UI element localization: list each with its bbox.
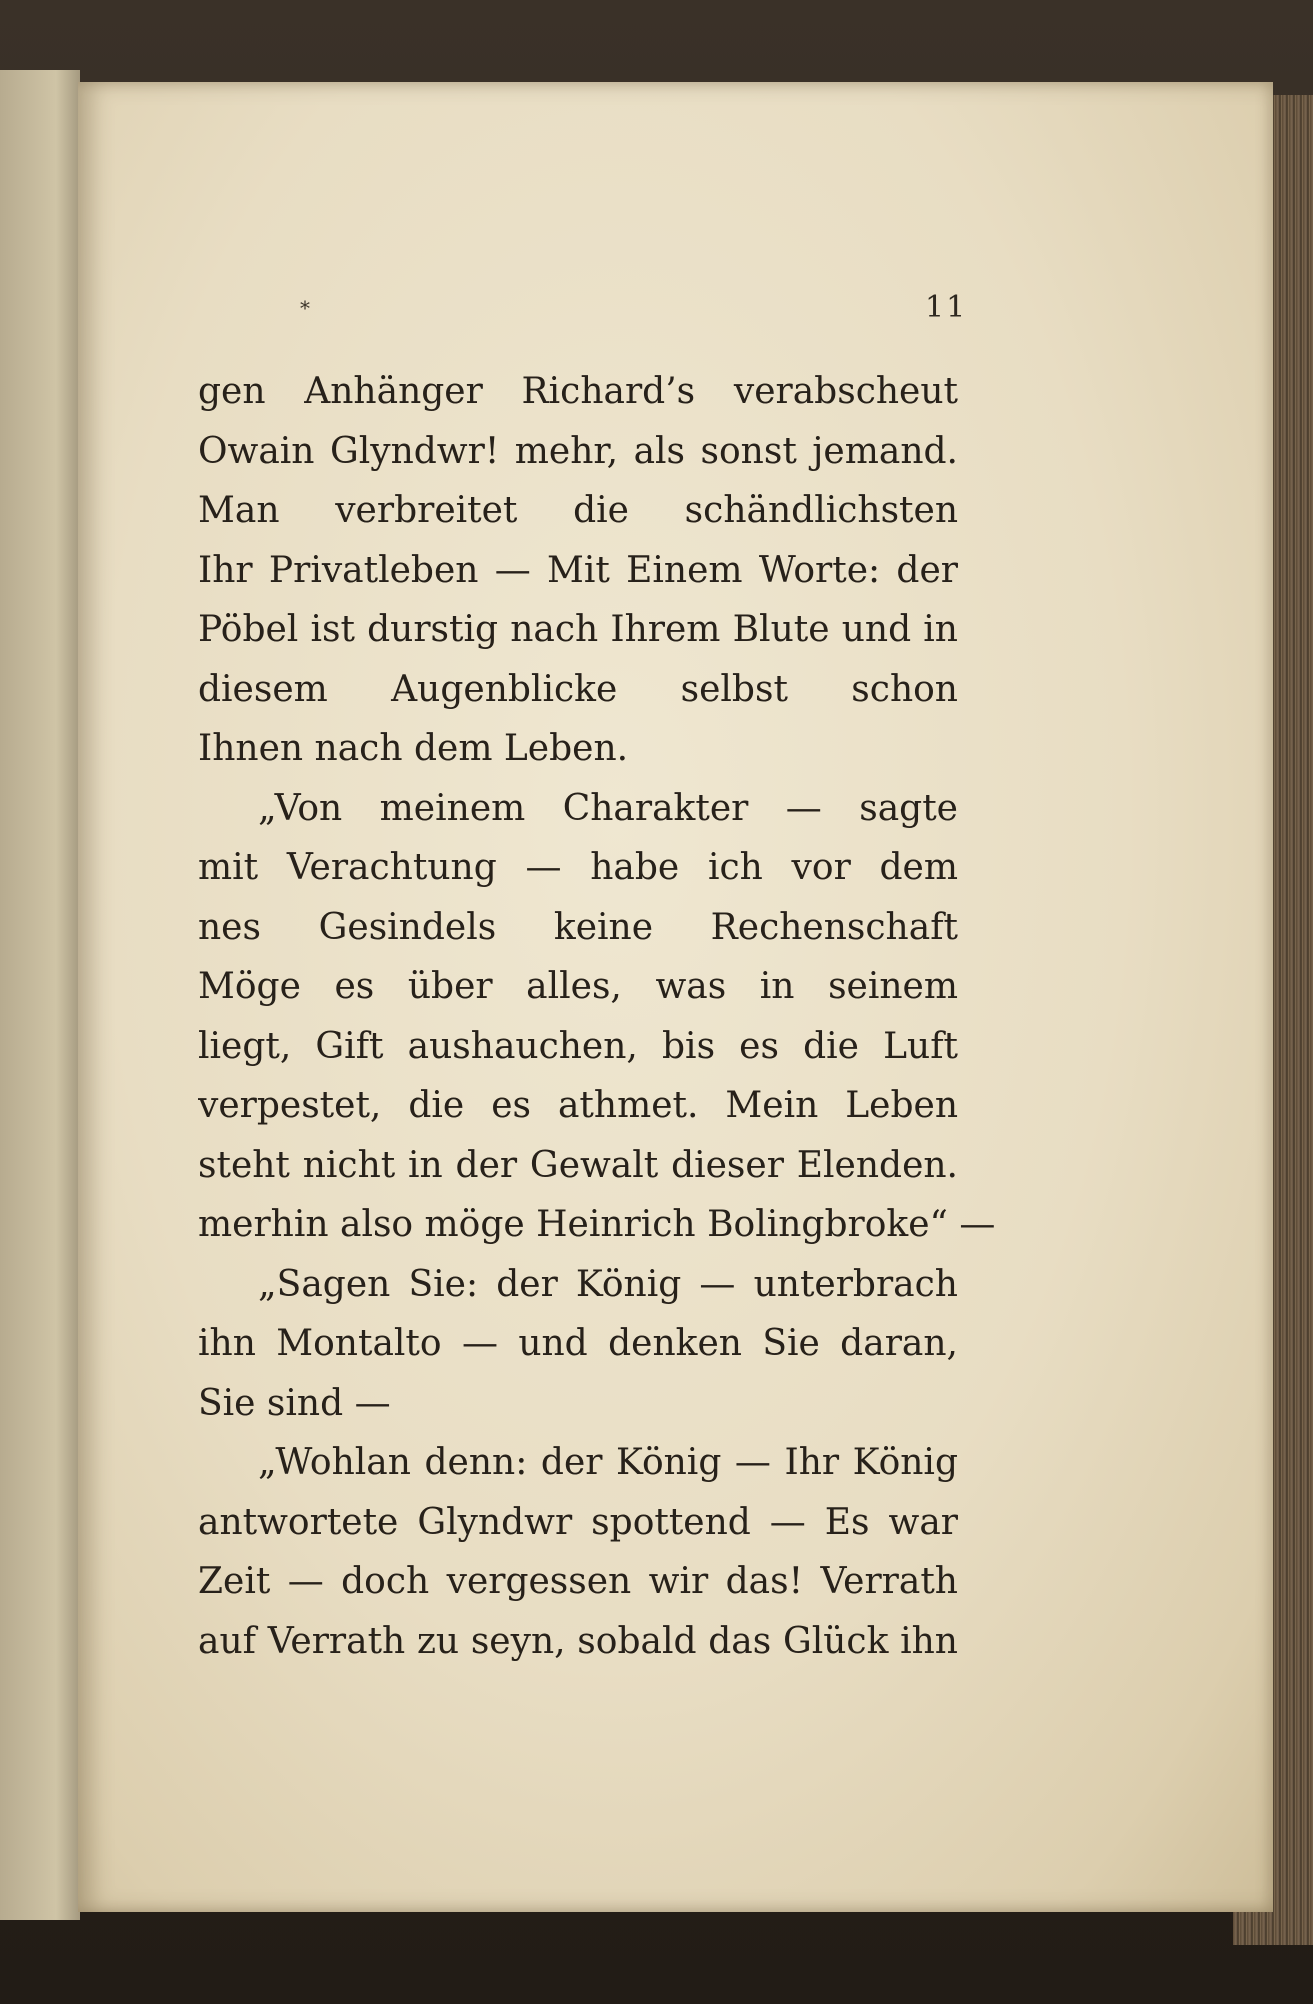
text-line: Möge es über alles, was in seinem (198, 966, 958, 1007)
body-text (198, 362, 996, 1671)
text-line: „Sagen Sie: der König — unterbrach (258, 1263, 958, 1305)
text-line: steht nicht in der Gewalt dieser Elenden. (198, 1144, 958, 1186)
facing-page-edge (0, 70, 80, 1920)
text-line: Owain Glyndwr! mehr, als sonst jemand. (198, 430, 958, 472)
text-line: auf Verrath zu seyn, sobald das Glück ihn (198, 1620, 958, 1662)
text-line: nes Gesindels keine Rechenschaft (198, 906, 958, 948)
text-line: „Wohlan denn: der König — Ihr König (258, 1442, 958, 1483)
text-line: verpestet, die es athmet. Mein Leben (198, 1085, 958, 1126)
text-line: antwortete Glyndwr spottend — Es war (198, 1501, 958, 1543)
text-line: ihn Montalto — und denken Sie daran, (198, 1323, 958, 1364)
page-ornament: * (300, 296, 310, 320)
text-line: diesem Augenblicke selbst schon (198, 668, 958, 710)
text-line: „Von meinem Charakter — sagte (258, 787, 958, 829)
text-line: Zeit — doch vergessen wir das! Verrath (198, 1561, 958, 1602)
text-line: Pöbel ist durstig nach Ihrem Blute und in (198, 609, 958, 650)
text-line: gen Anhänger Richard’s verabscheut (198, 371, 958, 412)
text-line: Ihr Privatleben — Mit Einem Worte: der (198, 549, 958, 591)
text-line: merhin also möge Heinrich Bolingbroke“ — (198, 1204, 996, 1245)
text-line: liegt, Gift aushauchen, bis es die Luft (198, 1025, 958, 1067)
page-number: 11 (925, 290, 968, 325)
text-line: Ihnen nach dem Leben. (198, 728, 629, 769)
text-line: mit Verachtung — habe ich vor dem (198, 847, 958, 888)
text-line: Sie sind — (198, 1382, 391, 1424)
text-line: Man verbreitet die schändlichsten (198, 490, 958, 531)
